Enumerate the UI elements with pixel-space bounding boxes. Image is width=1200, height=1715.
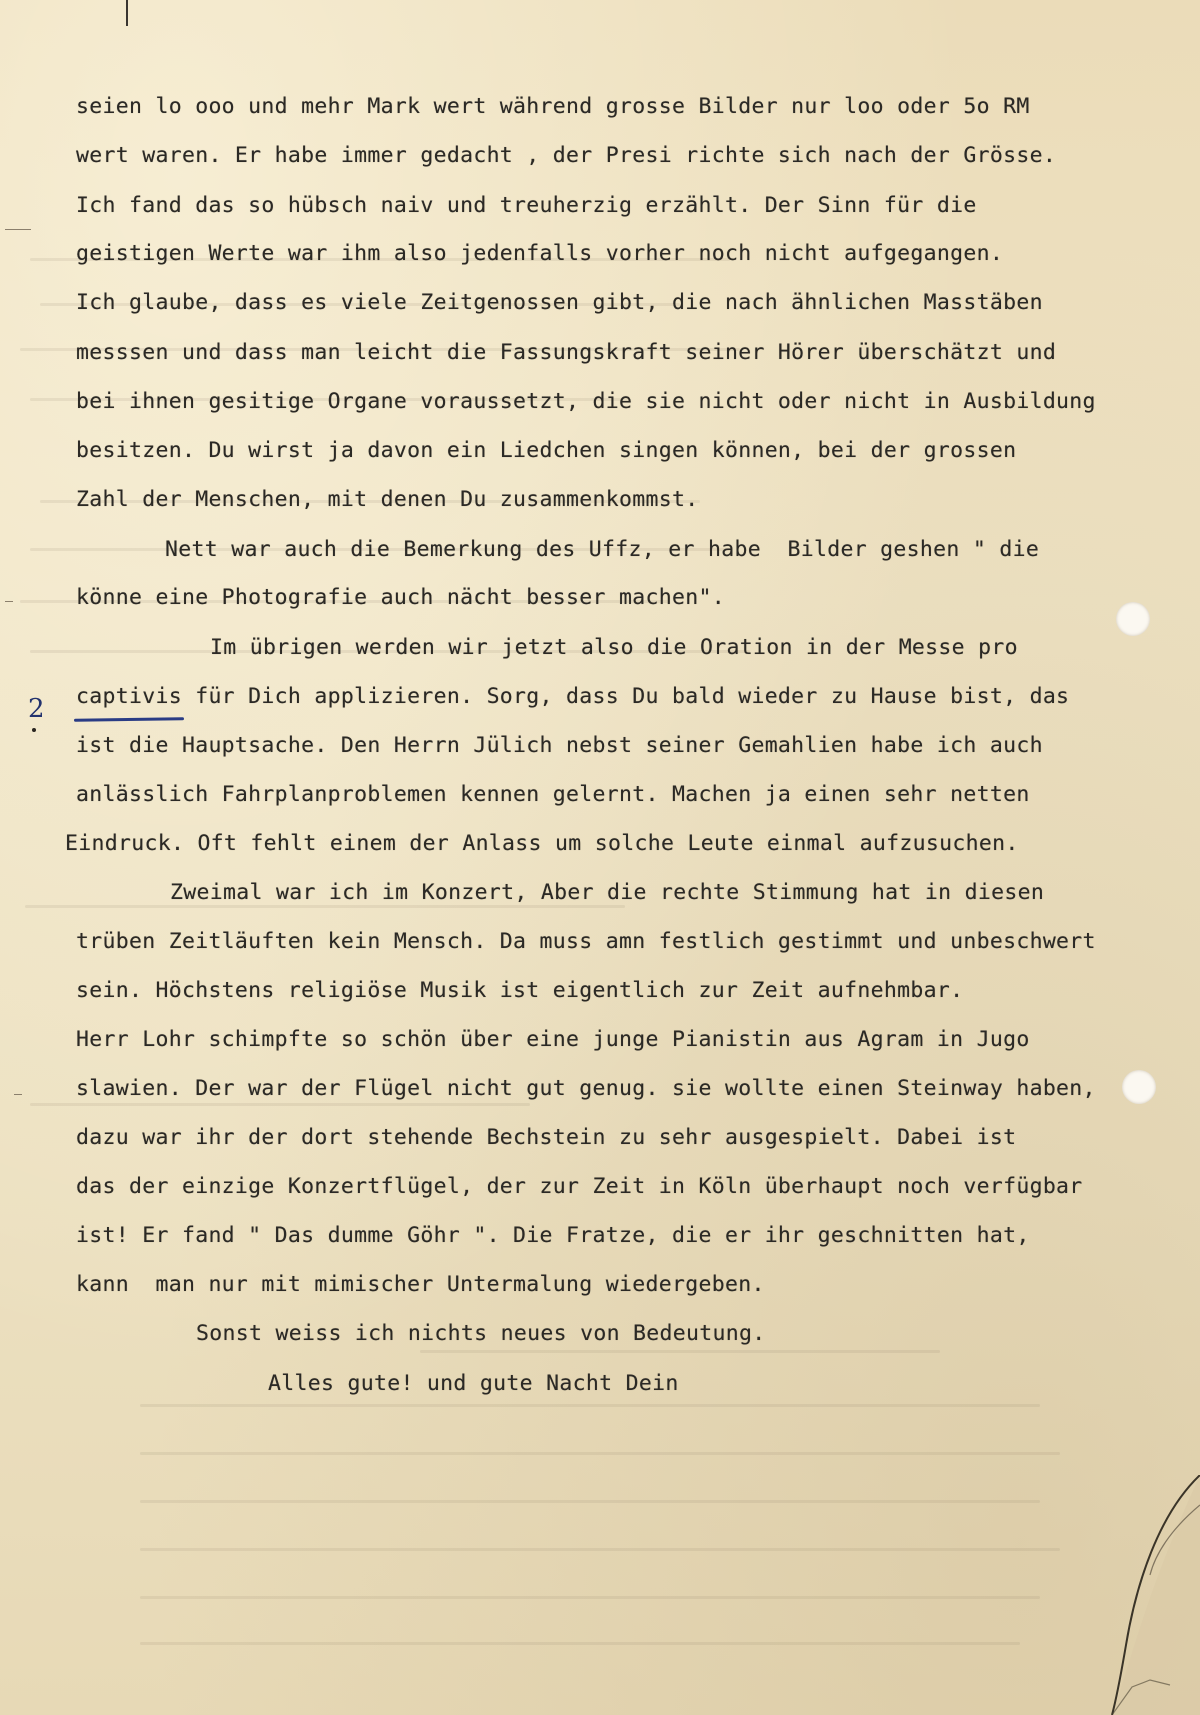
text-line-16: Eindruck. Oft fehlt einem der Anlass um solche Leute einmal aufzusuchen. bbox=[65, 831, 1019, 856]
text-line-9: Zahl der Menschen, mit denen Du zusammenkommst. bbox=[76, 487, 699, 512]
text-line-2: wert waren. Er habe immer gedacht , der Presi richte sich nach der Grösse. bbox=[76, 143, 1057, 168]
text-line-4: geistigen Werte war ihm also jedenfalls vorher noch nicht aufgegangen. bbox=[76, 241, 1004, 266]
text-line-17: Zweimal war ich im Konzert, Aber die rechte Stimmung hat in diesen bbox=[170, 880, 1045, 905]
text-line-11: könne eine Photografie auch nächt besser machen". bbox=[76, 585, 725, 610]
text-line-24: ist! Er fand " Das dumme Göhr ". Die Fratze, die er ihr geschnitten hat, bbox=[76, 1223, 1030, 1248]
text-line-7: bei ihnen gesitige Organe voraussetzt, die sie nicht oder nicht in Ausbildung bbox=[76, 389, 1096, 414]
text-line-26: Sonst weiss ich nichts neues von Bedeutung. bbox=[196, 1321, 766, 1346]
text-line-27: Alles gute! und gute Nacht Dein bbox=[268, 1371, 679, 1396]
text-line-5: Ich glaube, dass es viele Zeitgenossen gibt, die nach ähnlichen Masstäben bbox=[76, 290, 1043, 315]
text-line-10: Nett war auch die Bemerkung des Uffz, er habe Bilder geshen " die bbox=[165, 537, 1040, 562]
text-line-3: Ich fand das so hübsch naiv und treuherzig erzählt. Der Sinn für die bbox=[76, 193, 977, 218]
text-line-13: captivis für Dich applizieren. Sorg, dass Du bald wieder zu Hause bist, das bbox=[76, 684, 1070, 709]
text-line-8: besitzen. Du wirst ja davon ein Liedchen singen können, bei der grossen bbox=[76, 438, 1017, 463]
text-line-1: seien lo ooo und mehr Mark wert während grosse Bilder nur loo oder 5o RM bbox=[76, 94, 1030, 119]
text-line-18: trüben Zeitläuften kein Mensch. Da muss amn festlich gestimmt und unbeschwert bbox=[76, 929, 1096, 954]
folded-corner bbox=[1040, 1475, 1200, 1715]
text-line-12: Im übrigen werden wir jetzt also die Oration in der Messe pro bbox=[210, 635, 1018, 660]
handwritten-margin-number: 2 bbox=[28, 694, 45, 724]
text-line-14: ist die Hauptsache. Den Herrn Jülich nebst seiner Gemahlien habe ich auch bbox=[76, 733, 1043, 758]
text-line-15: anlässlich Fahrplanproblemen kennen gelernt. Machen ja einen sehr netten bbox=[76, 782, 1030, 807]
text-line-19: sein. Höchstens religiöse Musik ist eigentlich zur Zeit aufnehmbar. bbox=[76, 978, 964, 1003]
text-line-23: das der einzige Konzertflügel, der zur Zeit in Köln überhaupt noch verfügbar bbox=[76, 1174, 1083, 1199]
letter-body bbox=[0, 88, 1200, 1428]
top-edge-mark bbox=[126, 0, 128, 26]
text-line-20: Herr Lohr schimpfte so schön über eine junge Pianistin aus Agram in Jugo bbox=[76, 1027, 1030, 1052]
text-line-25: kann man nur mit mimischer Untermalung wiedergeben. bbox=[76, 1272, 765, 1297]
text-line-6: messsen und dass man leicht die Fassungskraft seiner Hörer überschätzt und bbox=[76, 340, 1057, 365]
text-line-21: slawien. Der war der Flügel nicht gut genug. sie wollte einen Steinway haben, bbox=[76, 1076, 1096, 1101]
text-line-22: dazu war ihr der dort stehende Bechstein zu sehr ausgespielt. Dabei ist bbox=[76, 1125, 1017, 1150]
